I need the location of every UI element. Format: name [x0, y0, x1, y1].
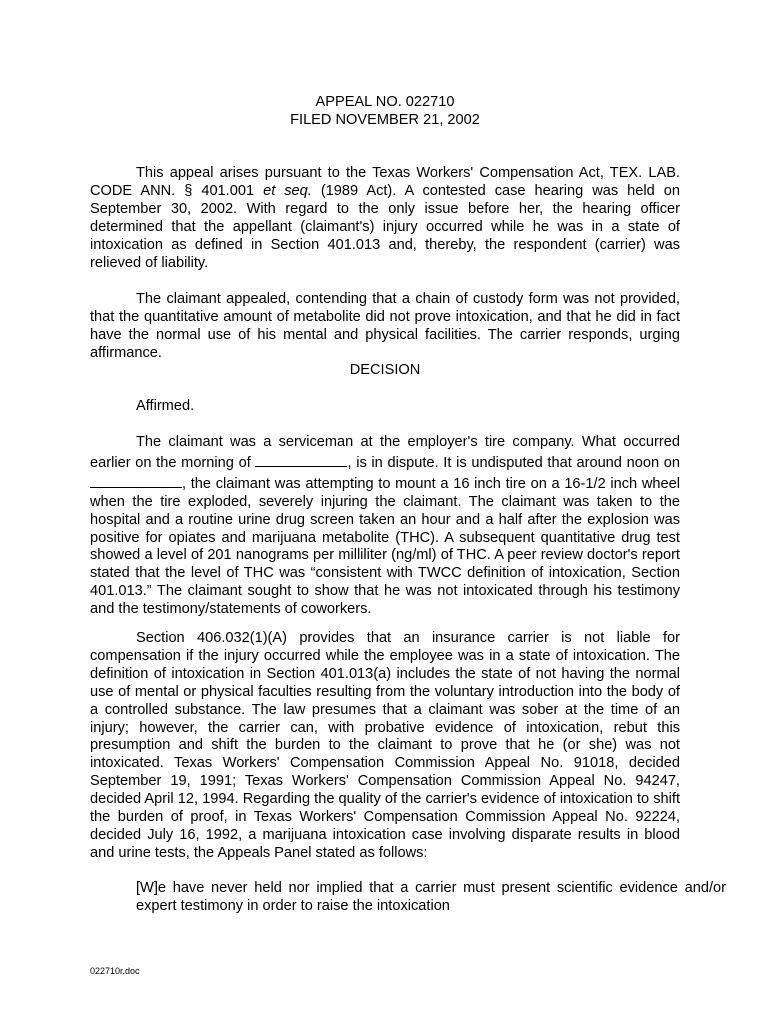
et-seq-italic: et seq.: [263, 182, 312, 199]
filed-date: FILED NOVEMBER 21, 2002: [290, 111, 480, 128]
paragraph-appeal: The claimant appealed, contending that a chain of custody form was not provided, that the quantitative amount of metabolite did not prove intoxication, and that he did in fact have the normal use of his mental and physical facilities. The carrier responds, urging affirmance.: [90, 291, 680, 361]
block-quote: [W]e have never held nor implied that a carrier must present scientific evidence and/or expert testimony in order to raise the intoxication: [136, 880, 726, 914]
affirmed-text: Affirmed.: [136, 398, 195, 414]
redacted-date-blank: [255, 452, 347, 467]
appeal-number: APPEAL NO. 022710: [315, 94, 455, 110]
footer-filename: 022710r.doc: [90, 966, 140, 976]
decision-heading: DECISION: [349, 362, 421, 378]
paragraph-facts: [90, 434, 680, 619]
intro-text-a: This appeal arises pursuant to the Texas Workers' Compensation Act, TEX. LAB. CODE ANN. § 401.001: [90, 165, 680, 199]
facts-text-c: , the claimant was attempting to mount a 16 inch tire on a 16-1/2 inch wheel when the tire exploded, severely injuring the claimant. The claimant was taken to the hospital and a routine urine drug screen taken an hour and a half after the explosion was positive for opiates and marijuana metabolite (THC). A subsequent quantitative drug test showed a level of 201 nanograms per milliliter (ng/ml) of THC. A peer review doctor's report stated that the level of THC was “consistent with TWCC definition of intoxication, Section 401.013.” The claimant sought to show that he was not intoxicated through his testimony and the testimony/statements of coworkers.: [90, 475, 680, 618]
paragraph-intro: [90, 165, 680, 272]
document-header: [90, 94, 680, 130]
facts-text-a: The claimant was a serviceman at the employer's tire company. What occurred earlier on the morning of: [90, 434, 680, 471]
redacted-date-blank: [90, 473, 182, 488]
facts-text-b: , is in dispute. It is undisputed that around noon on: [347, 454, 680, 471]
intro-text-b: (1989 Act). A contested case hearing was held on September 30, 2002. With regard to the only issue before her, the hearing officer determined that the appellant (claimant's) injury occurred while he was in a state of intoxication as defined in Section 401.013 and, thereby, the respondent (carrier) was relieved of liability.: [90, 182, 680, 271]
paragraph-law: Section 406.032(1)(A) provides that an insurance carrier is not liable for compensation if the injury occurred while the employee was in a state of intoxication. The definition of intoxication in Section 401.013(a) includes the state of not having the normal use of mental or physical faculties resulting from the voluntary introduction into the body of a controlled substance. The law presumes that a claimant was sober at the time of an injury; however, the carrier can, with probative evidence of intoxication, rebut this presumption and shift the burden to the claimant to prove that he (or she) was not intoxicated. Texas Workers' Compensation Commission Appeal No. 91018, decided September 19, 1991; Texas Workers' Compensation Commission Appeal No. 94247, decided April 12, 1994. Regarding the quality of the carrier's evidence of intoxication to shift the burden of proof, in Texas Workers' Compensation Commission Appeal No. 92224, decided July 16, 1992, a marijuana intoxication case involving disparate results in blood and urine tests, the Appeals Panel stated as follows:: [90, 630, 680, 861]
